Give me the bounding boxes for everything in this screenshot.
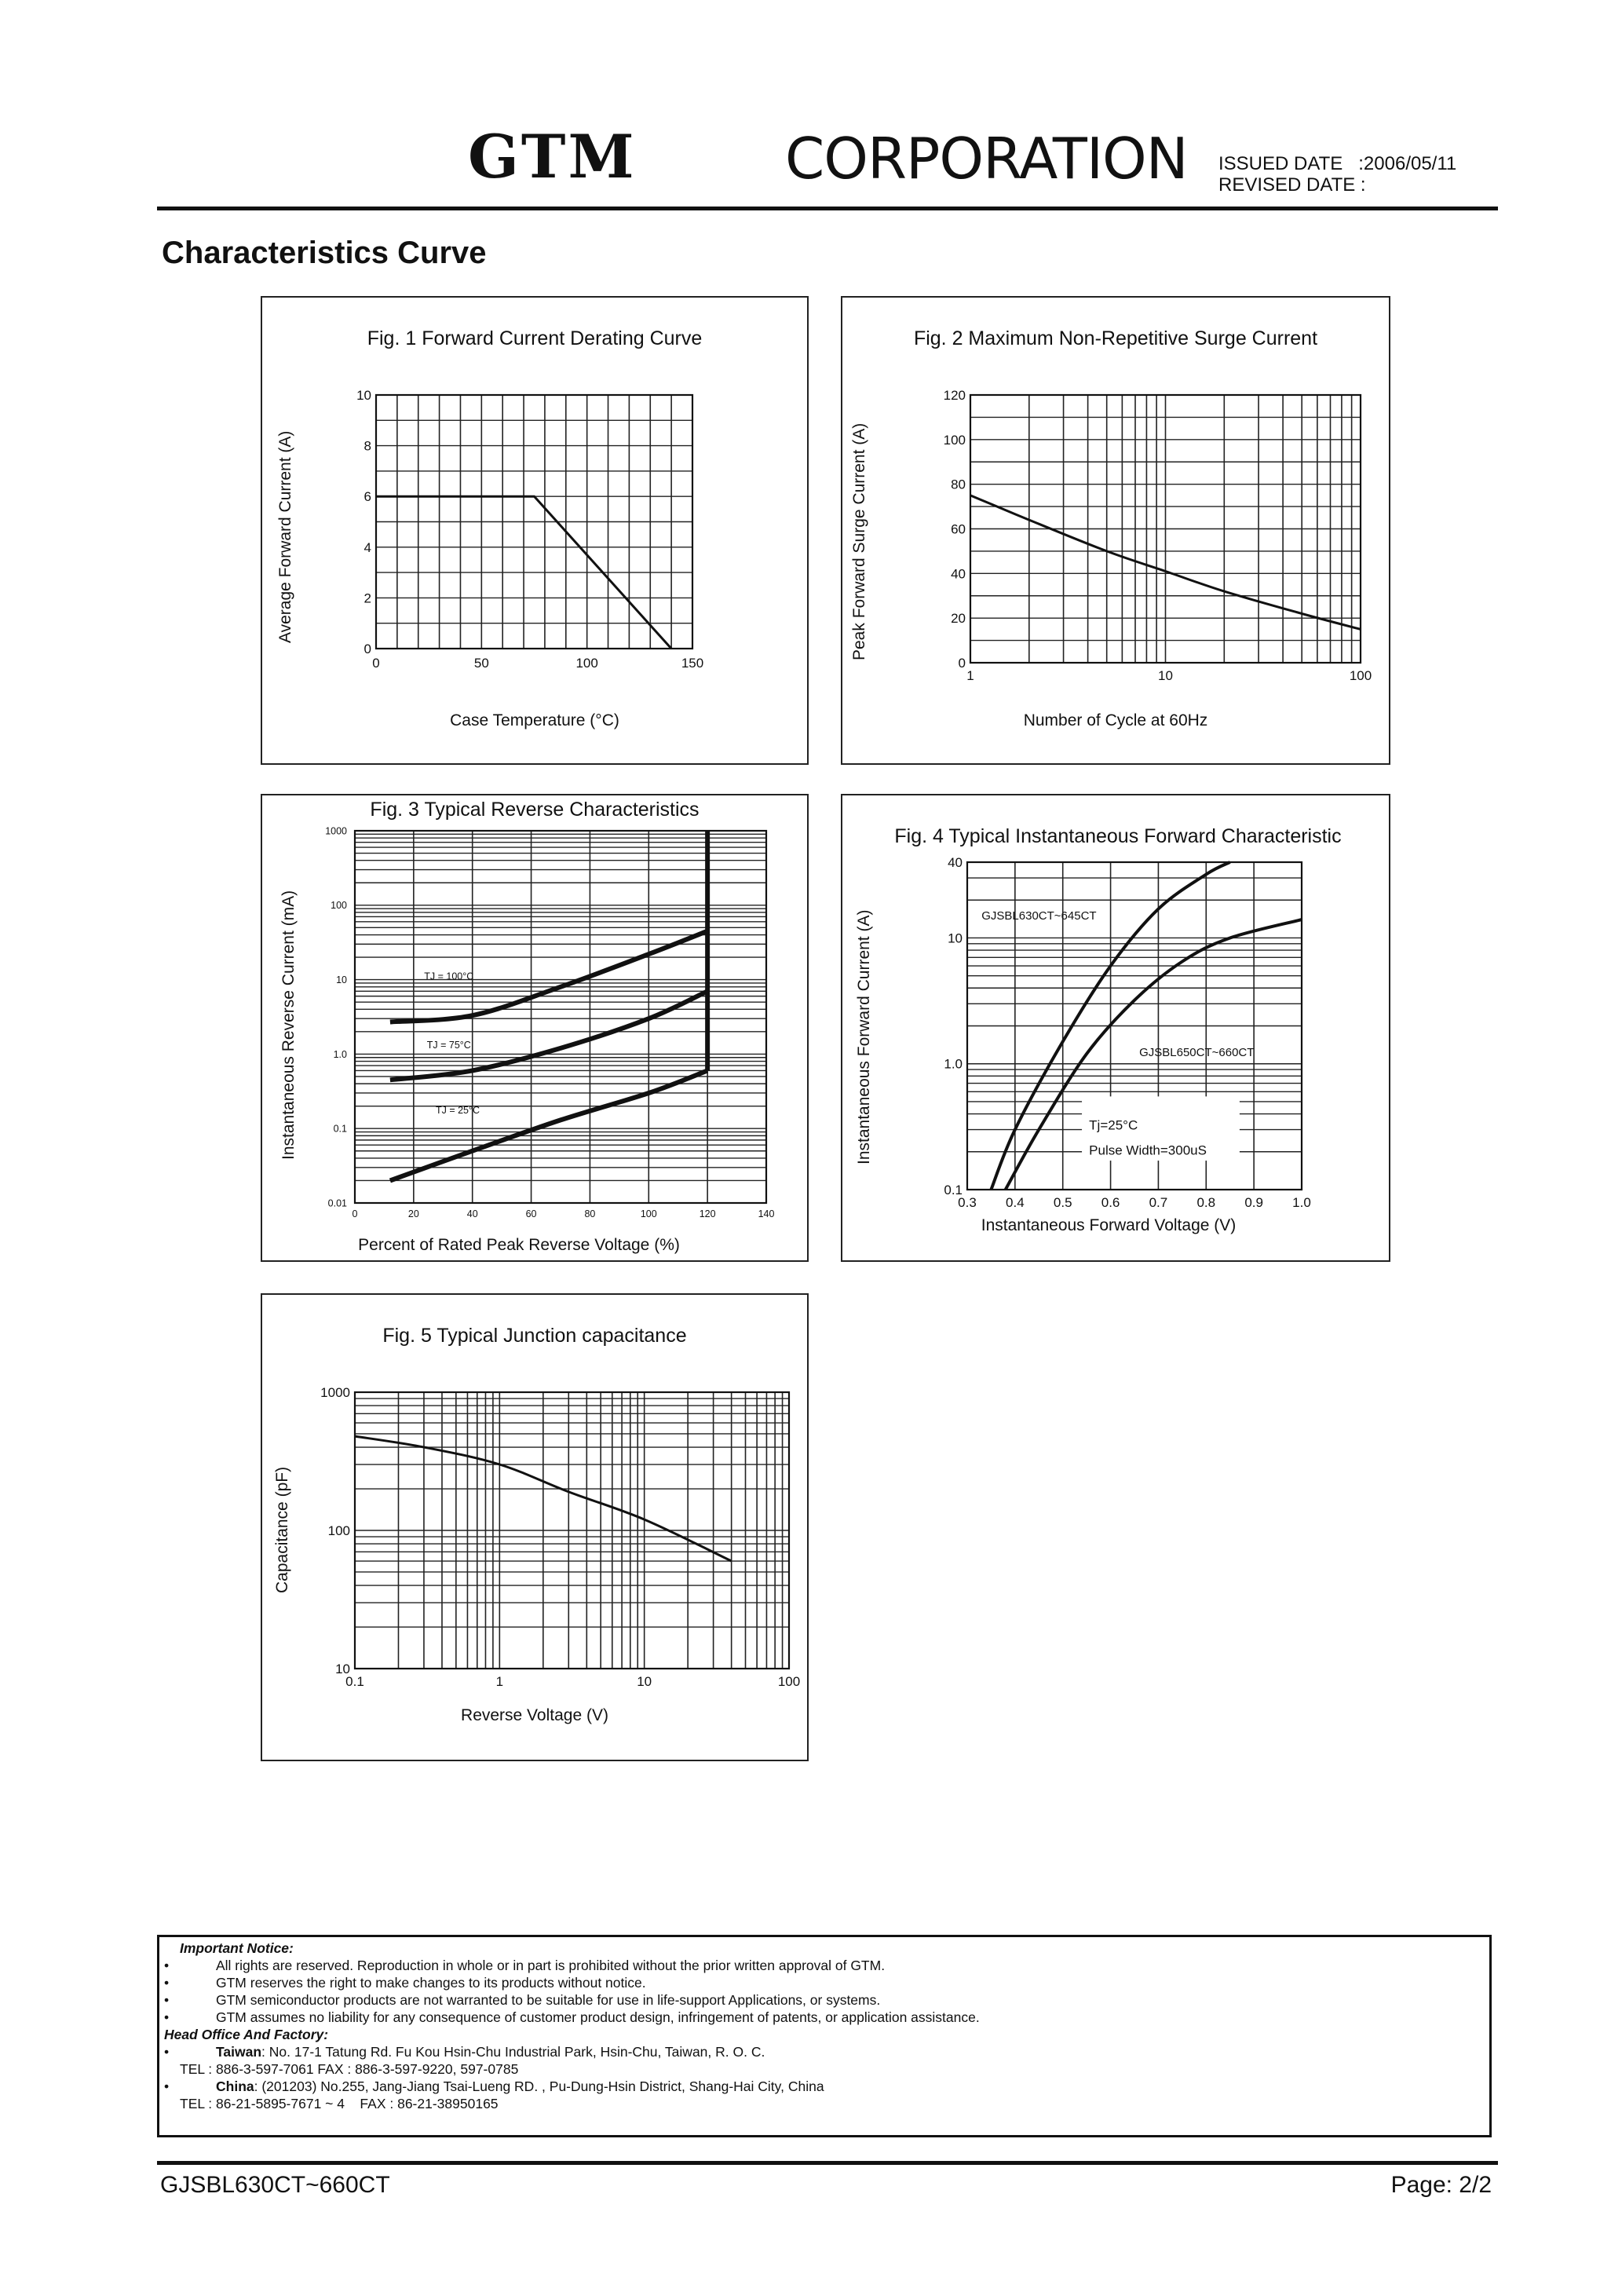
y-tick-label: 1.0 bbox=[333, 1048, 347, 1060]
x-axis-label: Percent of Rated Peak Reverse Voltage (%) bbox=[358, 1236, 680, 1254]
footer-rule bbox=[157, 2161, 1498, 2165]
x-tick-label: 0.3 bbox=[958, 1195, 977, 1210]
figure-4-chart bbox=[842, 795, 1392, 1263]
office-heading: Head Office And Factory: bbox=[164, 2027, 329, 2042]
figure-5-panel bbox=[261, 1293, 809, 1761]
china-office bbox=[164, 2078, 1485, 2095]
y-tick-label: 10 bbox=[356, 387, 371, 403]
series-label: TJ = 75°C bbox=[426, 1039, 471, 1051]
bullet: • bbox=[164, 1958, 170, 1973]
revised-date: REVISED DATE : bbox=[1218, 174, 1366, 196]
x-tick-label: 1 bbox=[495, 1674, 504, 1689]
y-tick-label: 6 bbox=[363, 489, 371, 505]
x-axis-label: Instantaneous Forward Voltage (V) bbox=[981, 1216, 1237, 1234]
series-label: GJSBL630CT~645CT bbox=[981, 909, 1097, 923]
x-tick-label: 100 bbox=[640, 1208, 657, 1219]
data-series-line bbox=[390, 1070, 707, 1180]
bullet: • bbox=[164, 2078, 170, 2094]
x-tick-label: 20 bbox=[407, 1208, 419, 1219]
y-tick-label: 20 bbox=[951, 611, 966, 627]
y-tick-label: 100 bbox=[943, 432, 966, 448]
data-series-line bbox=[390, 991, 707, 1080]
issued-date: ISSUED DATE :2006/05/11 bbox=[1218, 153, 1457, 174]
y-tick-label: 0 bbox=[958, 655, 966, 671]
y-axis-label: Instantaneous Forward Current (A) bbox=[855, 909, 873, 1164]
x-tick-label: 150 bbox=[681, 656, 704, 671]
x-tick-label: 10 bbox=[1158, 668, 1173, 683]
x-axis-label: Reverse Voltage (V) bbox=[461, 1706, 608, 1724]
plot-frame bbox=[355, 831, 766, 1203]
figure-1-panel bbox=[261, 296, 809, 765]
taiwan-label: Taiwan bbox=[216, 2044, 262, 2060]
figure-1-chart bbox=[262, 298, 810, 766]
x-tick-label: 0.5 bbox=[1053, 1195, 1072, 1210]
notice-item bbox=[164, 1957, 1485, 1974]
taiwan-office bbox=[164, 2043, 1485, 2060]
figure-title: Fig. 1 Forward Current Derating Curve bbox=[367, 327, 703, 349]
x-tick-label: 140 bbox=[758, 1208, 775, 1219]
china-label: China bbox=[216, 2078, 254, 2094]
x-tick-label: 0 bbox=[352, 1208, 358, 1219]
part-number: GJSBL630CT~660CT bbox=[160, 2172, 390, 2198]
y-tick-label: 80 bbox=[951, 477, 966, 492]
notice-text: GTM semiconductor products are not warranted to be suitable for use in life-support Applications, or systems. bbox=[216, 1992, 881, 2008]
x-tick-label: 0.8 bbox=[1196, 1195, 1216, 1210]
y-tick-label: 10 bbox=[335, 1661, 350, 1676]
x-tick-label: 1.0 bbox=[1292, 1195, 1311, 1210]
x-tick-label: 1 bbox=[966, 668, 974, 683]
notice-item bbox=[164, 2009, 1485, 2026]
y-tick-label: 0.1 bbox=[944, 1182, 963, 1197]
figure-3-panel bbox=[261, 794, 809, 1262]
y-axis-label: Average Forward Current (A) bbox=[276, 430, 294, 643]
y-axis-label: Peak Forward Surge Current (A) bbox=[850, 422, 868, 660]
bullet: • bbox=[164, 2009, 170, 2025]
figure-title: Fig. 5 Typical Junction capacitance bbox=[382, 1325, 687, 1347]
y-tick-label: 0.01 bbox=[327, 1197, 347, 1209]
figure-3-chart bbox=[262, 795, 810, 1263]
section-title: Characteristics Curve bbox=[162, 236, 487, 270]
y-tick-label: 10 bbox=[948, 930, 963, 946]
figure-2-chart bbox=[842, 298, 1392, 766]
annotation-text: Tj=25°C bbox=[1089, 1117, 1138, 1133]
notice-text: GTM reserves the right to make changes to its products without notice. bbox=[216, 1975, 646, 1991]
series-label: GJSBL650CT~660CT bbox=[1139, 1046, 1255, 1060]
y-tick-label: 1000 bbox=[320, 1384, 350, 1400]
y-tick-label: 40 bbox=[951, 566, 966, 582]
y-axis-label: Capacitance (pF) bbox=[273, 1466, 291, 1593]
bullet: • bbox=[164, 1992, 170, 2008]
header-rule bbox=[157, 207, 1498, 210]
annotation-text: Pulse Width=300uS bbox=[1089, 1143, 1207, 1158]
figure-title: Fig. 2 Maximum Non-Repetitive Surge Current bbox=[913, 327, 1318, 349]
x-axis-label: Number of Cycle at 60Hz bbox=[1023, 711, 1208, 729]
x-tick-label: 10 bbox=[637, 1674, 652, 1689]
figure-2-panel bbox=[841, 296, 1390, 765]
figure-5-chart bbox=[262, 1295, 810, 1763]
y-tick-label: 10 bbox=[336, 974, 347, 985]
x-tick-label: 0.1 bbox=[345, 1674, 364, 1689]
x-axis-label: Case Temperature (°C) bbox=[450, 711, 619, 729]
company-logo: GTM bbox=[468, 122, 637, 192]
x-tick-label: 40 bbox=[466, 1208, 478, 1219]
notice-item bbox=[164, 1974, 1485, 1991]
y-tick-label: 0 bbox=[363, 641, 371, 656]
series-label: TJ = 25°C bbox=[435, 1104, 480, 1116]
taiwan-phone: TEL : 886-3-597-7061 FAX : 886-3-597-9220, 597-0785 bbox=[180, 2061, 519, 2077]
y-tick-label: 60 bbox=[951, 521, 966, 537]
x-tick-label: 60 bbox=[525, 1208, 537, 1219]
x-tick-label: 120 bbox=[699, 1208, 716, 1219]
notice-text: All rights are reserved. Reproduction in whole or in part is prohibited without the prior written approval of GTM. bbox=[216, 1958, 886, 1973]
y-tick-label: 120 bbox=[943, 387, 966, 403]
y-tick-label: 40 bbox=[948, 854, 963, 870]
page-number: Page: 2/2 bbox=[1390, 2172, 1492, 2198]
china-phone: TEL : 86-21-5895-7671 ~ 4 FAX : 86-21-38950165 bbox=[180, 2096, 499, 2111]
x-tick-label: 0.4 bbox=[1006, 1195, 1025, 1210]
y-axis-label: Instantaneous Reverse Current (mA) bbox=[279, 890, 298, 1160]
notice-item bbox=[164, 1991, 1485, 2009]
x-tick-label: 80 bbox=[584, 1208, 596, 1219]
company-name: CORPORATION bbox=[785, 126, 1188, 192]
y-tick-label: 2 bbox=[363, 590, 371, 606]
y-tick-label: 8 bbox=[363, 438, 371, 454]
y-tick-label: 4 bbox=[363, 539, 371, 555]
x-tick-label: 100 bbox=[777, 1674, 801, 1689]
y-tick-label: 100 bbox=[331, 900, 347, 912]
x-tick-label: 0.6 bbox=[1101, 1195, 1120, 1210]
figure-4-panel bbox=[841, 794, 1390, 1262]
figure-title: Fig. 4 Typical Instantaneous Forward Characteristic bbox=[894, 825, 1342, 847]
notice-heading: Important Notice: bbox=[180, 1940, 294, 1956]
series-label: TJ = 100°C bbox=[424, 971, 474, 982]
important-notice bbox=[157, 1935, 1492, 2137]
notice-text: GTM assumes no liability for any consequence of customer product design, infringement of patents, or application assistance. bbox=[216, 2009, 980, 2025]
x-tick-label: 100 bbox=[1349, 668, 1372, 683]
y-tick-label: 1.0 bbox=[944, 1056, 963, 1072]
bullet: • bbox=[164, 2044, 170, 2060]
y-tick-label: 1000 bbox=[325, 825, 347, 837]
bullet: • bbox=[164, 1975, 170, 1991]
china-address: : (201203) No.255, Jang-Jiang Tsai-Lueng RD. , Pu-Dung-Hsin District, Shang-Hai City, China bbox=[254, 2078, 824, 2094]
x-tick-label: 0.7 bbox=[1149, 1195, 1168, 1210]
y-tick-label: 0.1 bbox=[333, 1123, 347, 1135]
x-tick-label: 50 bbox=[473, 656, 489, 671]
x-tick-label: 0.9 bbox=[1244, 1195, 1263, 1210]
x-tick-label: 100 bbox=[575, 656, 598, 671]
figure-title: Fig. 3 Typical Reverse Characteristics bbox=[370, 799, 700, 821]
x-tick-label: 0 bbox=[372, 656, 380, 671]
taiwan-address: : No. 17-1 Tatung Rd. Fu Kou Hsin-Chu Industrial Park, Hsin-Chu, Taiwan, R. O. C. bbox=[261, 2044, 765, 2060]
y-tick-label: 100 bbox=[327, 1523, 350, 1538]
document-dates bbox=[1218, 153, 1456, 196]
